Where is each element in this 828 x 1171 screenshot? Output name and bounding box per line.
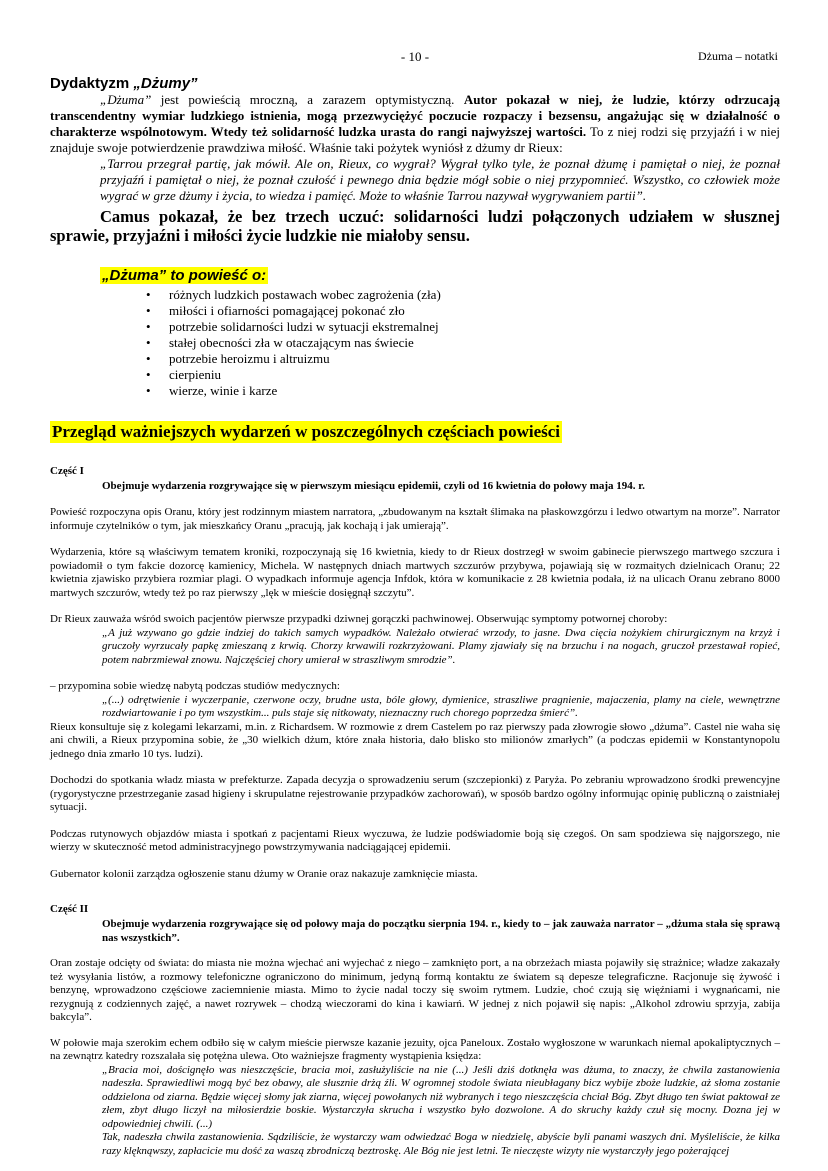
list-item: • cierpieniu [146,367,780,383]
part-1-paragraph: Dochodzi do spotkania władz miasta w prefekturze. Zapada decyzja o sprowadzeniu serum (szczepionki) z Paryża. Po zebraniu wprowadzono środki prewencyjne (rygorystyczne przestrzeganie zasad higieny i skrupulatne rejestrowanie przypadków zachorowań), w sposób bardzo ogólny informując opinię publiczną o zaistniałej sytuacji. [50,774,780,813]
rieux-quote: „Tarrou przegrał partię, jak mówił. Ale on, Rieux, co wygrał? Wygrał tylko tyle, że poznał dżumę i pamiętał o niej, że poznał przyjaźń i pamiętał o niej, że poznał czułość i pewnego dnia będzie mógł sobie o niej przypomnieć. Wszystko, co człowiek może wygrać w grze dżumy i życia, to wiedza i pamięć. Może to właśnie Tarrou nazywał wygrywaniem partii”. [100,156,780,203]
list-item: • stałej obecności zła w otaczającym nas świecie [146,335,780,351]
part-2-quote: Tak, nadeszła chwila zastanowienia. Sądziliście, że wystarczy wam odwiedzać Boga w niedzielę, abyście byli panami waszych dni. Myśleliście, że kilka razy klęknąwszy, zapłacicie mu dość za waszą zbrodniczą beztroskę. Ale Bóg nie jest letni. Te nieczęste wizyty nie wystarczyły jego pożerającej [102,1131,780,1157]
list-item: • wierze, winie i karze [146,383,780,399]
part-2-title: Część II [50,903,89,915]
part-1-paragraph: Dr Rieux zauważa wśród swoich pacjentów pierwsze przypadki dziwnej gorączki pachwinowej. Obserwując symptomy potwornej choroby: [50,613,668,625]
part-1-paragraph: Rieux konsultuje się z kolegami lekarzami, m.in. z Richardsem. W rozmowie z drem Castelem po raz pierwszy pada złowrogie słowo „dżuma”. Castel nie waha się ani chwili, a Rieux przypomina sobie, że „30 wielkich dżum, które znała historia, dało blisko sto milionów zmarłych” (a podczas epidemii w Konstantynopolu jednego dnia zmarło 10 tys. ludzi). [50,720,780,760]
part-2-subtitle: Obejmuje wydarzenia rozgrywające się od połowy maja do początku sierpnia 194. r., kiedy to – jak zauważa narrator – „dżuma stała się sprawą nas wszystkich”. [102,918,780,944]
page-content [50,75,780,1158]
page-number: - 10 - [400,49,430,64]
list-item: • potrzebie heroizmu i altruizmu [146,351,780,367]
part-1-subtitle: Obejmuje wydarzenia rozgrywające się w pierwszym miesiącu epidemii, czyli od 16 kwietnia do połowy maja 194. r. [102,480,645,492]
part-1-paragraph: – przypomina sobie wiedzę nabytą podczas studiów medycznych: [50,680,340,692]
part-2-paragraph: Oran zostaje odcięty od świata: do miasta nie można wjechać ani wyjechać z niego – zamknięto port, a na obrzeżach miasta pojawiły się strażnice; władze zakazały też wysyłania listów, a rozmowy telefoniczne ograniczono do minimum, jedyną formą kontaktu ze światem są depesze telegraficzne. Racjonuje się żywość i benzynę, wprowadzono częściowe zaciemnienie miasta. Mimo to życie nadal toczy się swoim rytmem. Ludzie, choć czują się więźniami i wygnańcami, nie rezygnują z codziennych zajęć, a nawet rozrywek – chodzą wieczorami do kina i kawiarń. W jednej z nich pojawił się napis: „Alkohol zdrowiu sprzyja, zabija bakcyla”. [50,957,780,1023]
part-1-quote: „(...) odrętwienie i wyczerpanie, czerwone oczy, brudne usta, bóle głowy, dymienice, straszliwe pragnienie, majaczenia, plamy na ciele, wewnętrzne rozdwiartowanie i po tym wszystkim... puls staje się nitkowaty, nieznaczny ruch chorego poprzedza śmierć”. [102,693,780,719]
plague-topics-heading: „Dżuma” to powieść o: [102,267,267,284]
list-item: • różnych ludzkich postawach wobec zagrożenia (zła) [146,287,780,303]
didactic-paragraph: „Dżuma” jest powieścią mroczną, a zarazem optymistyczną. Autor pokazał w niej, że ludzie, którzy odrzucają transcendentny wymiar ludzkiego istnienia, mogą przezwyciężyć poczucie rozpaczy i bezsensu, angażując się w działalność o charakterze wspólnotowym. Wtedy też solidarność ludzka urasta do rangi najwyższej wartości. To z niej rodzi się przyjaźń i w niej znajduje swoje potwierdzenie prawdziwa miłość. Właśnie taki pożytek wyniósł z dżumy dr Rieux: [50,92,781,155]
list-item: • miłości i ofiarności pomagającej pokonać zło [146,303,780,319]
part-1-paragraph: Podczas rutynowych objazdów miasta i spotkań z pacjentami Rieux wyczuwa, że ludzie podświadomie boją się czegoś. On sam spodziewa się najgorszego, nie wierzy w skuteczność metod administracyjnego powstrzymywania nadciągającej epidemii. [50,827,780,853]
events-review-heading: Przegląd ważniejszych wydarzeń w poszczególnych częściach powieści [52,422,560,441]
part-2-quote: „Bracia moi, doścignęło was nieszczęście, bracia moi, zasłużyliście na nie (...) Jeśli dziś dotknęła was dżuma, to znaczy, że chwila zastanowienia nadeszła. Sprawiedliwi mogą być bez obawy, ale słusznie drżą źli. W ogromnej stodole świata nieubłagany bicz wybije zboże ludzkie, aż słoma zostanie oddzielona od ziarna. Będzie więcej słomy jak ziarna, więcej powołanych niż wybranych i tego nieszczęścia chciał Bóg. Zbyt długo ten świat paktował ze złem, zbyt długo liczył na miłosierdzie boskie. Wystarczyła skrucha i wszystko było dozwolone. A do skruchy każdy czuł się mocny. Dozna jej w odpowiedniej chwili. (...) [102,1063,780,1130]
document-title: Dżuma – notatki [698,49,778,63]
plague-topics-list [50,287,780,399]
camus-statement: Camus pokazał, że bez trzech uczuć: solidarności ludzi połączonych udziałem w słusznej sprawie, przyjaźni i miłości życie ludzkie nie miałoby sensu. [50,207,780,245]
part-2-paragraph: W połowie maja szerokim echem odbiło się w całym mieście pierwsze kazanie jezuity, ojca Paneloux. Zostało wygłoszone w warunkach niemal apokaliptycznych – na zewnątrz katedry rozszalała się potężna ulewa. Oto ważniejsze fragmenty wystąpienia księdza: [50,1036,780,1062]
part-1-title: Część I [50,465,84,477]
part-1-paragraph: Powieść rozpoczyna opis Oranu, który jest rodzinnym miastem narratora, „zbudowanym na kształt ślimaka na płaskowzgórzu i ledwo otwartym na morze”. Narrator informuje czytelników o tym, jak mieszkańcy Oranu „pracują, jak kochają i jak umierają”. [50,506,780,532]
didactic-heading: Dydaktyzm „Dżumy” [50,75,198,92]
part-1-paragraph: Wydarzenia, które są właściwym tematem kroniki, rozpoczynają się 16 kwietnia, kiedy to dr Rieux dostrzegł w swoim gabinecie pierwszego martwego szczura i powiadomił o tym fakcie dozorcę kamienicy, Michela. W następnych dniach martwych szczurów przybywa, pojawiają się w rozmaitych dzielnicach Oranu; 22 kwietnia zjawisko przybiera rozmiar plagi. O wypadkach informuje agencja Infdok, która w komunikacie z 28 kwietnia podała, iż na ulicach Oranu zebrano 8000 martwych szczurów, wtedy też po raz pierwszy „lęk w mieście dosięgnął szczytu”. [50,546,780,599]
part-1-paragraph: Gubernator kolonii zarządza ogłoszenie stanu dżumy w Oranie oraz nakazuje zamknięcie miasta. [50,867,478,880]
list-item: • potrzebie solidarności ludzi w sytuacji ekstremalnej [146,319,780,335]
part-1-quote: „A już wzywano go gdzie indziej do takich samych wypadków. Należało otwierać wrzody, to jasne. Dwa cięcia nożykiem chirurgicznym na krzyż i gruczoły wyrzucały papkę zmieszaną z krwią. Chorzy krwawili rozkrzyżowani. Plamy zjawiały się na brzuchu i na nogach, gruczoł przestawał ropieć, potem nabrzmiewał znowu. Najczęściej chory umierał w straszliwym smrodzie”. [102,626,780,666]
